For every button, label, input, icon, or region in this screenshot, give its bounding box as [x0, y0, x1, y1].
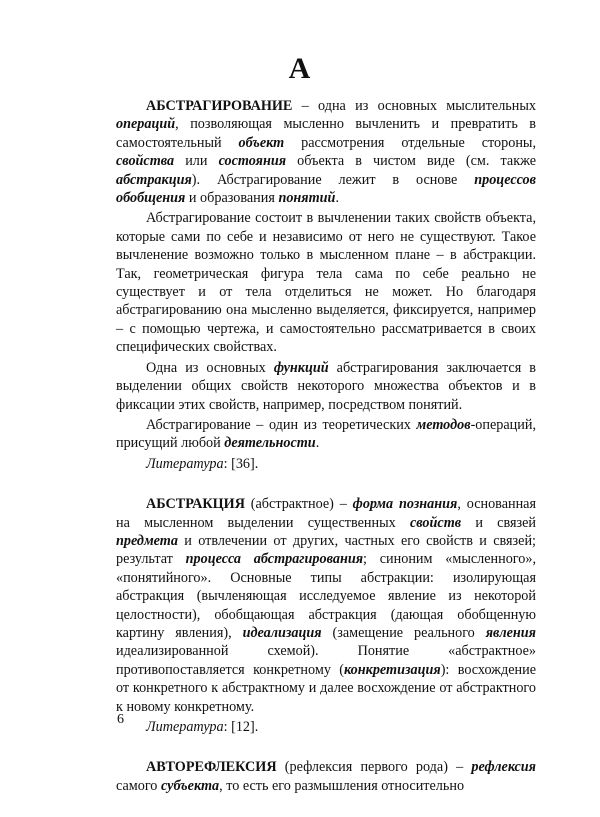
entry-paragraph [116, 416, 536, 453]
cross-reference: функций [273, 359, 329, 376]
body-text: – одна из основных мыслительных [292, 98, 536, 114]
body-text: рассмотрения отдельные стороны, [284, 134, 536, 151]
literature-line [116, 718, 536, 736]
entry-headword: АБСТРАГИРОВАНИЕ [146, 98, 293, 114]
body-text: (рефлексия первого рода) – [276, 759, 472, 776]
page-number: 6 [117, 712, 124, 727]
body-text: ). Абстрагирование лежит в основе [191, 171, 475, 188]
cross-reference: субъекта [160, 777, 220, 794]
body-text: (абстрактное) – [244, 496, 353, 513]
cross-reference: предмета [116, 532, 178, 549]
cross-reference: процесса абстрагирования [185, 551, 364, 568]
entry-paragraph [116, 209, 536, 356]
entry-paragraph [116, 97, 536, 207]
cross-reference: операций [116, 116, 176, 133]
body-text: самого [116, 777, 161, 794]
body-text: абстрагирования заключается в выделении общих свойств некоторого множества объектов и в фиксации этих свойств, например, посредством понятий. [116, 359, 536, 413]
dictionary-entry [116, 97, 536, 473]
cross-reference: свойств [409, 514, 462, 531]
cross-reference: методов [416, 416, 471, 433]
body-text: , позволяющая мысленно вычленить и превратить в самостоятельный [116, 116, 536, 151]
body-text: Одна из основных [146, 359, 274, 376]
body-text: и отвлечении от других, частных его свойств и связей; результат [116, 532, 536, 568]
body-text: -операций, присущий любой [116, 416, 536, 452]
body-text: Абстрагирование – один из теоретических [146, 416, 417, 433]
body-text: и образования [185, 190, 279, 207]
literature-line [116, 455, 536, 473]
literature-reference: : [12]. [223, 719, 259, 735]
literature-reference: : [36]. [223, 455, 259, 472]
body-text: . [315, 435, 320, 452]
cross-reference: объект [238, 134, 285, 151]
cross-reference: деятельности [224, 435, 316, 452]
cross-reference: свойства [116, 153, 175, 170]
cross-reference: абстракция [116, 171, 192, 188]
entry-paragraph [116, 359, 536, 414]
body-text: , то есть его размышления относительно [219, 777, 465, 794]
cross-reference: процессов обобщения [116, 171, 536, 207]
dictionary-entry [116, 495, 536, 736]
entries-column [116, 97, 536, 817]
body-text: объекта в чистом виде (см. также [286, 153, 536, 170]
body-text: или [174, 153, 219, 170]
body-text: и связей [461, 514, 536, 531]
body-text: ): восхождение от конкретного к абстрактному и далее восхождение от абстрактного к новому конкретному. [116, 661, 536, 715]
cross-reference: понятий [278, 190, 336, 207]
cross-reference: явления [485, 624, 536, 641]
literature-label: Литература [146, 719, 224, 735]
cross-reference: рефлексия [471, 759, 536, 776]
entry-paragraph [116, 495, 536, 716]
body-text: Абстрагирование состоит в вычленении таких свойств объекта, которые сами по себе и независимо от него не существуют. Такое вычленение возможно только в мысленном плане – в абстракции. Так, геометрическая фигура тела сама по себе реально не существует и от тела отделиться не может. Но благодаря абстрагированию она мысленно выделяется, фиксируется, например – с помощью чертежа, и самостоятельно рассматривается в своих специфических свойствах. [116, 210, 536, 356]
body-text: . [335, 190, 339, 207]
body-text: ; синоним «мысленного», «понятийного». Основные типы абстракции: изолирующая абстракция (вычленяющая исследуемое явление из некоторой целостности), обобщающая абстракция (дающая обобщенную картину явления), [116, 551, 536, 641]
dictionary-entry [116, 758, 536, 795]
section-letter: А [288, 52, 312, 85]
body-text: идеализированной схемой). Понятие «абстрактное» противопоставляется конкретному ( [116, 643, 536, 678]
entry-headword: АБСТРАКЦИЯ [146, 496, 245, 513]
cross-reference: форма познания [352, 496, 458, 513]
literature-label: Литература [146, 455, 224, 472]
cross-reference: идеализация [242, 624, 322, 641]
cross-reference: конкретизация [344, 661, 441, 678]
body-text: (замещение реального [321, 624, 486, 641]
entry-headword: АВТОРЕФЛЕКСИЯ [146, 759, 277, 776]
entry-paragraph [116, 758, 536, 795]
cross-reference: состояния [218, 153, 287, 170]
body-text: , основанная на мысленном выделении существенных [116, 496, 537, 531]
